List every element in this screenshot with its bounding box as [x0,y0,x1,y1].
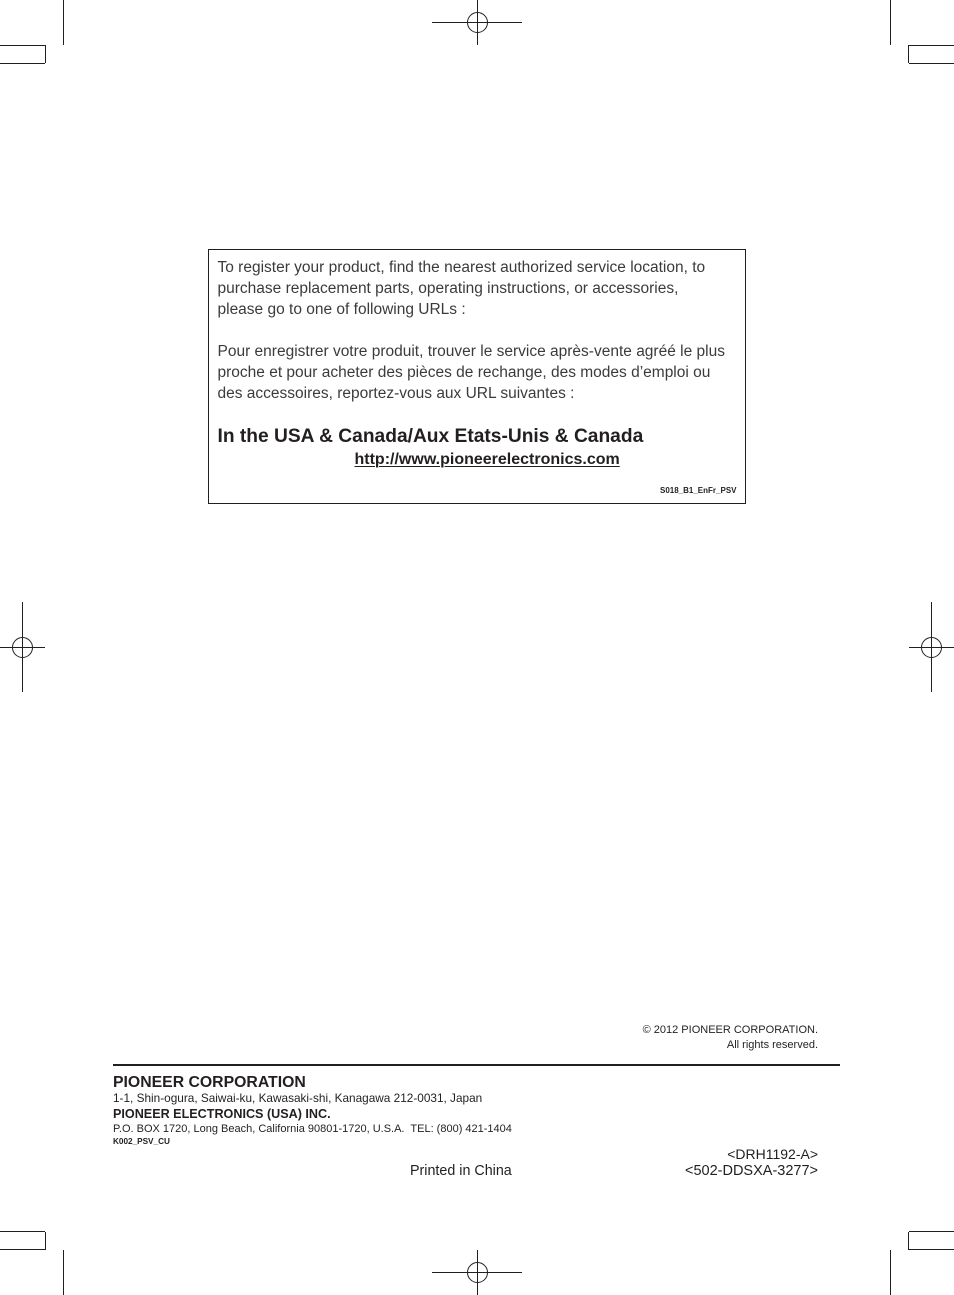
english-line: purchase replacement parts, operating instructions, or accessories, [217,280,679,297]
registration-circle [468,1263,488,1283]
crop-mark-top-right [891,0,954,64]
us-company-name: PIONEER ELECTRONICS (USA) INC. [113,1107,331,1121]
english-line: please go to one of following URLs : [217,301,466,318]
french-line: proche et pour acheter des pièces de rechange, des modes d’emploi ou [217,364,711,381]
printed-in-label: Printed in China [410,1163,512,1179]
french-line: des accessoires, reportez-vous aux URL suivantes : [217,385,575,402]
registration-circle [922,638,942,658]
company-address: 1-1, Shin-ogura, Saiwai-ku, Kawasaki-shi, Kanagawa 212-0031, Japan [113,1091,483,1105]
english-instructions [218,257,706,320]
crop-mark-bottom-right [891,1232,954,1295]
english-line: To register your product, find the nearest authorized service location, to [217,259,706,276]
us-company-address: P.O. BOX 1720, Long Beach, California 90801-1720, U.S.A. TEL: (800) 421-1404 [113,1122,512,1135]
company-name: PIONEER CORPORATION [113,1074,306,1091]
part-code: <502-DDSXA-3277> [685,1163,818,1179]
french-line: Pour enregistrer votre produit, trouver le service après-vente agréé le plus [217,343,725,360]
region-heading: In the USA & Canada/Aux Etats-Unis & Canada [217,425,644,447]
box-document-code: S018_B1_EnFr_PSV [660,485,737,495]
pioneer-website-link[interactable]: http://www.pioneerelectronics.com [354,450,620,468]
crop-mark-bottom-left [0,1232,64,1295]
registration-mark-right [909,602,954,692]
registration-circle [13,638,33,658]
registration-mark-left [0,602,45,692]
french-instructions [218,341,725,404]
registration-circle [468,13,488,33]
footer-divider [113,1064,840,1066]
rights-reserved: All rights reserved. [726,1038,818,1051]
registration-info-box [208,249,746,504]
copyright-notice: © 2012 PIONEER CORPORATION. [642,1023,818,1036]
registration-mark-top [432,0,522,45]
footer-document-code: K002_PSV_CU [113,1137,170,1146]
registration-mark-bottom [432,1250,522,1295]
crop-mark-top-left [0,0,64,64]
model-code: <DRH1192-A> [727,1146,818,1162]
